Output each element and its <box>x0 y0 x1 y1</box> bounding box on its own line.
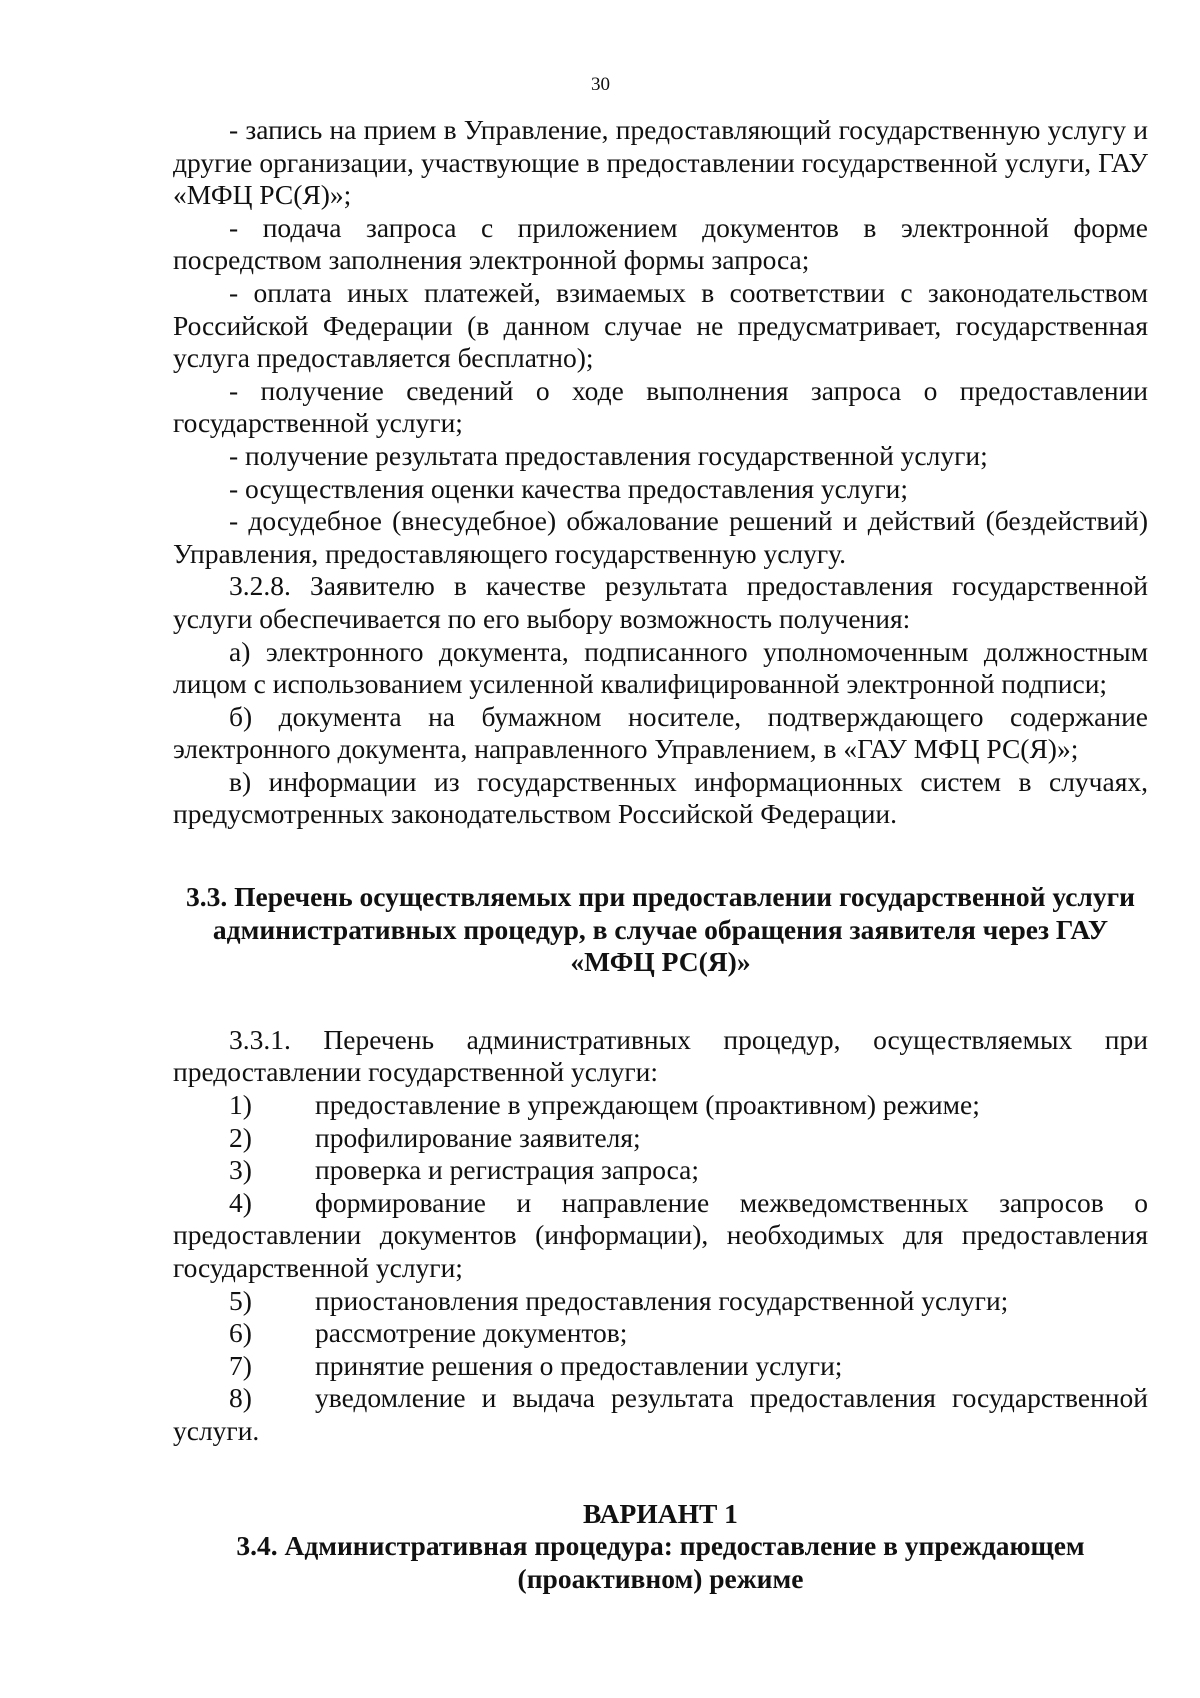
list-item-number: 4) <box>229 1186 252 1218</box>
list-item <box>173 1089 1148 1122</box>
list-item <box>173 1122 1148 1155</box>
paragraph-328: 3.2.8. Заявителю в качестве результата предоставления государственной услуги обеспечивается по его выбору возможность получения: <box>173 570 1148 634</box>
list-item <box>173 1350 1148 1383</box>
list-item-number: 3) <box>229 1154 252 1186</box>
list-item-number: 5) <box>229 1284 252 1316</box>
section-331-intro: 3.3.1. Перечень административных процедур, осуществляемых при предоставлении государственной услуги: <box>173 1023 1148 1088</box>
paragraph-appointment: - запись на прием в Управление, предоставляющий государственную услугу и другие организации, участвующие в предоставлении государственной услуги, ГАУ «МФЦ РС(Я)»; <box>173 114 1148 211</box>
paragraph-option-v: в) информации из государственных информационных систем в случаях, предусмотренных законодательством Российской Федерации. <box>173 765 1148 830</box>
list-item-number: 8) <box>229 1382 252 1414</box>
list-item-number: 7) <box>229 1349 252 1381</box>
paragraph-quality-assessment: - осуществления оценки качества предоставления услуги; <box>229 472 908 504</box>
paragraph-status-info: - получение сведений о ходе выполнения запроса о предоставлении государственной услуги; <box>173 374 1148 439</box>
list-item-text: профилирование заявителя; <box>315 1121 641 1153</box>
services-list <box>173 114 1148 831</box>
list-item <box>173 1154 1148 1187</box>
list-item <box>173 1382 1148 1447</box>
list-item-number: 2) <box>229 1121 252 1153</box>
page-number: 30 <box>591 74 610 95</box>
paragraph-option-b: б) документа на бумажном носителе, подтверждающего содержание электронного документа, направленного Управлением, в «ГАУ МФЦ РС(Я)»; <box>173 700 1148 765</box>
list-item-text: приостановления предоставления государственной услуги; <box>315 1284 1009 1316</box>
list-item-text: принятие решения о предоставлении услуги; <box>315 1349 843 1381</box>
list-item-text: проверка и регистрация запроса; <box>315 1154 700 1186</box>
list-item-text: предоставление в упреждающем (проактивном) режиме; <box>315 1089 980 1121</box>
procedures-list <box>173 1089 1148 1448</box>
paragraph-result: - получение результата предоставления государственной услуги; <box>229 439 988 471</box>
paragraph-option-a: а) электронного документа, подписанного уполномоченным должностным лицом с использованием усиленной квалифицированной электронной подписи; <box>173 635 1148 700</box>
paragraph-payments: - оплата иных платежей, взимаемых в соответствии с законодательством Российской Федерации (в данном случае не предусматривает, государственная услуга предоставляется бесплатно); <box>173 276 1148 374</box>
list-item-number: 6) <box>229 1317 252 1349</box>
list-item <box>173 1187 1148 1285</box>
list-item <box>173 1317 1148 1350</box>
paragraph-request-submission: - подача запроса с приложением документов в электронной форме посредством заполнения электронной формы запроса; <box>173 211 1148 276</box>
list-item-text: уведомление и выдача результата предоставления государственной услуги. <box>173 1382 1148 1446</box>
list-item-number: 1) <box>229 1089 252 1121</box>
list-item-text: формирование и направление межведомственных запросов о предоставлении документов (информации), необходимых для предоставления государственной услуги; <box>173 1186 1148 1283</box>
section-34-heading: 3.4. Административная процедура: предоставление в упреждающем (проактивном) режиме <box>236 1530 1085 1594</box>
list-item-text: рассмотрение документов; <box>315 1317 628 1349</box>
list-item <box>173 1285 1148 1318</box>
paragraph-appeal: - досудебное (внесудебное) обжалование решений и действий (бездействий) Управления, предоставляющего государственную услугу. <box>173 505 1148 569</box>
section-33-heading: 3.3. Перечень осуществляемых при предоставлении государственной услуги административных процедур, в случае обращения заявителя через ГАУ «МФЦ РС(Я)» <box>186 881 1135 978</box>
variant-title: ВАРИАНТ 1 <box>583 1497 738 1529</box>
